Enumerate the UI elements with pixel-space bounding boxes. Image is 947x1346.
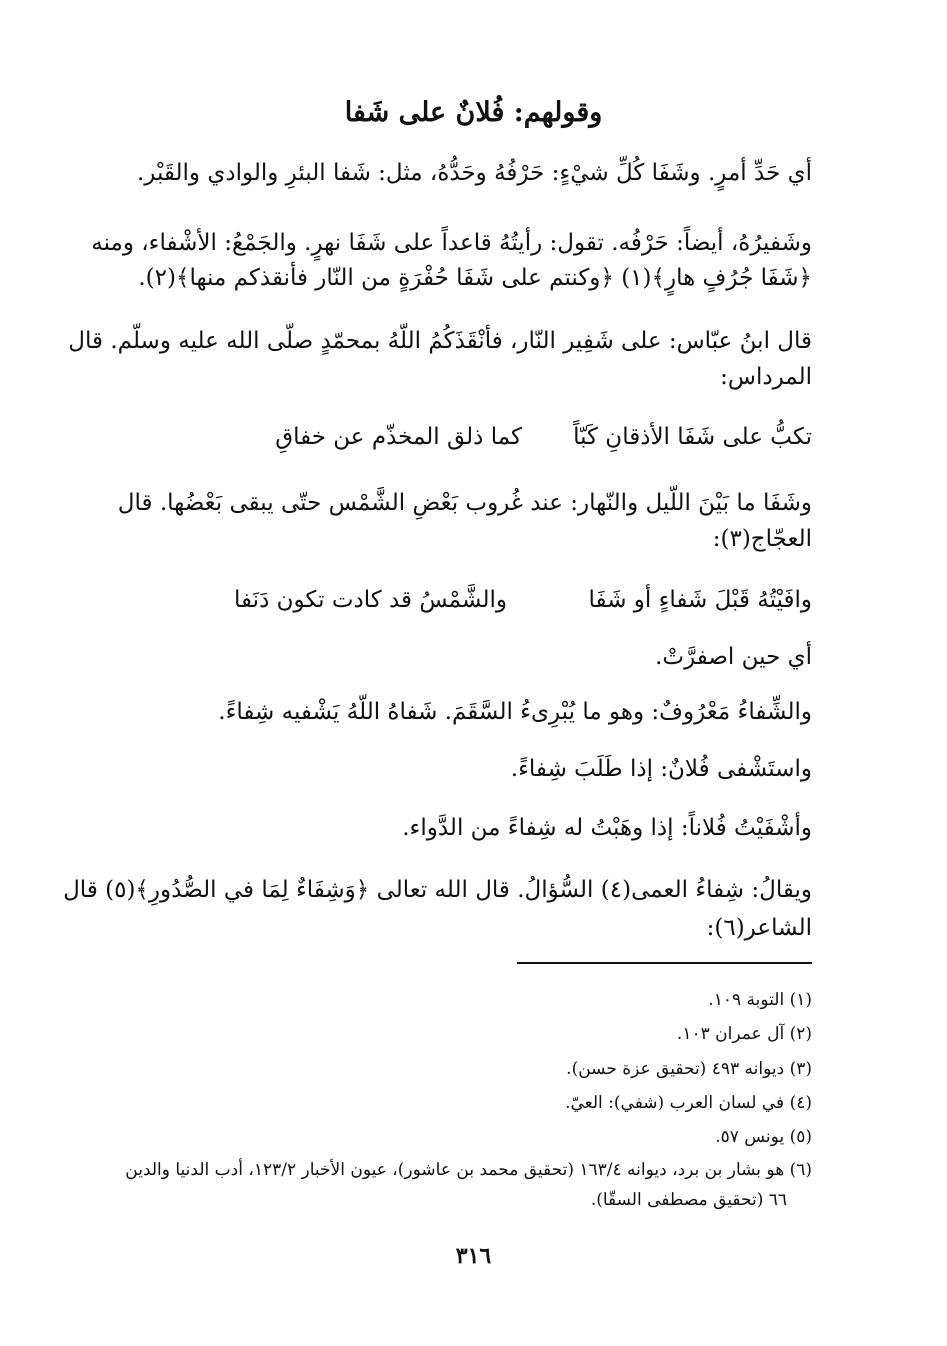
paragraph-line: والشِّفاءُ مَعْرُوفٌ: وهو ما يُبْرِىءُ السَّقَمَ. شَفاهُ اللّهُ يَشْفيه شِفاءً.: [218, 699, 812, 725]
footnote: ٦٦ (تحقيق مصطفى السقّا).: [590, 1190, 787, 1210]
verse1-hemistich1: تكبُّ على شَفَا الأذقانِ كَبّاً: [573, 424, 812, 450]
verse1-hemistich2: كما ذلق المخذّم عن خفاقِ: [275, 424, 522, 450]
footnote: (١) التوبة ١٠٩.: [708, 990, 812, 1010]
footnote: (٥) يونس ٥٧.: [715, 1127, 812, 1147]
paragraph-line: أي حَدِّ أمرٍ. وشَفَا كُلِّ شيْءٍ: حَرْفُهُ وحَدُّهُ، مثل: شَفا البئرِ والوادي والقَبْر.: [136, 160, 812, 186]
verse2-hemistich2: والشَّمْسُ قد كادت تكون دَنَفا: [234, 587, 507, 613]
footnote-separator: [517, 962, 812, 964]
paragraph-line: واستَشْفى فُلانٌ: إذا طَلَبَ شِفاءً.: [510, 756, 812, 782]
paragraph-line: أي حين اصفرَّتْ.: [655, 644, 812, 670]
footnote: (٦) هو بشار بن برد، ديوانه ١٦٣/٤ (تحقيق محمد بن عاشور)، عيون الأخبار ١٢٣/٢، أدب الدنيا والدين: [125, 1160, 812, 1180]
paragraph-line: العجّاج(٣):: [712, 526, 812, 552]
paragraph-line: ويقالُ: شِفاءُ العمى(٤) السُّؤالُ. قال الله تعالى ﴿وَشِفَاءٌ لِمَا في الصُّدُورِ﴾(٥) قال: [63, 877, 812, 903]
paragraph-line: الشاعر(٦):: [706, 915, 812, 941]
footnote: (٣) ديوانه ٤٩٣ (تحقيق عزة حسن).: [566, 1059, 812, 1079]
verse2-hemistich1: وافَيْتُهُ قَبْلَ شَفاءٍ أو شَفَا: [588, 587, 812, 613]
paragraph-line: وشَفَا ما بَيْنَ اللّيل والنّهار: عند غُروب بَعْضِ الشَّمْس حتّى يبقى بَعْضُها. قال: [117, 490, 812, 516]
paragraph-line: المرداس:: [720, 364, 812, 390]
paragraph-line: قال ابنُ عبّاس: على شَفِير النّار، فأنْقَذَكُمُ اللّهُ بمحمّدٍ صلّى الله عليه وسلّم. قال: [68, 328, 812, 354]
page-number: ٣١٦: [455, 1243, 492, 1269]
paragraph-line: وأشْفَيْتُ فُلاناً: إذا وهَبْتُ له شِفاءً من الدَّواء.: [402, 815, 812, 841]
quran-quote-line: ﴿شَفَا جُرُفٍ هارٍ﴾(١) ﴿وكنتم على شَفَا حُفْرَةٍ من النّار فأنقذكم منها﴾(٢).: [138, 265, 812, 291]
footnote: (٢) آل عمران ١٠٣.: [676, 1024, 812, 1044]
section-title: وقولهم: فُلانٌ على شَفا: [344, 97, 603, 128]
paragraph-line: وشَفيرُهُ، أيضاً: حَرْفُه. تقول: رأيتُهُ قاعداً على شَفَا نهرٍ. والجَمْعُ: الأشْفاء، ومنه: [91, 230, 812, 256]
footnote: (٤) في لسان العرب (شفي): العيّ.: [565, 1093, 812, 1113]
